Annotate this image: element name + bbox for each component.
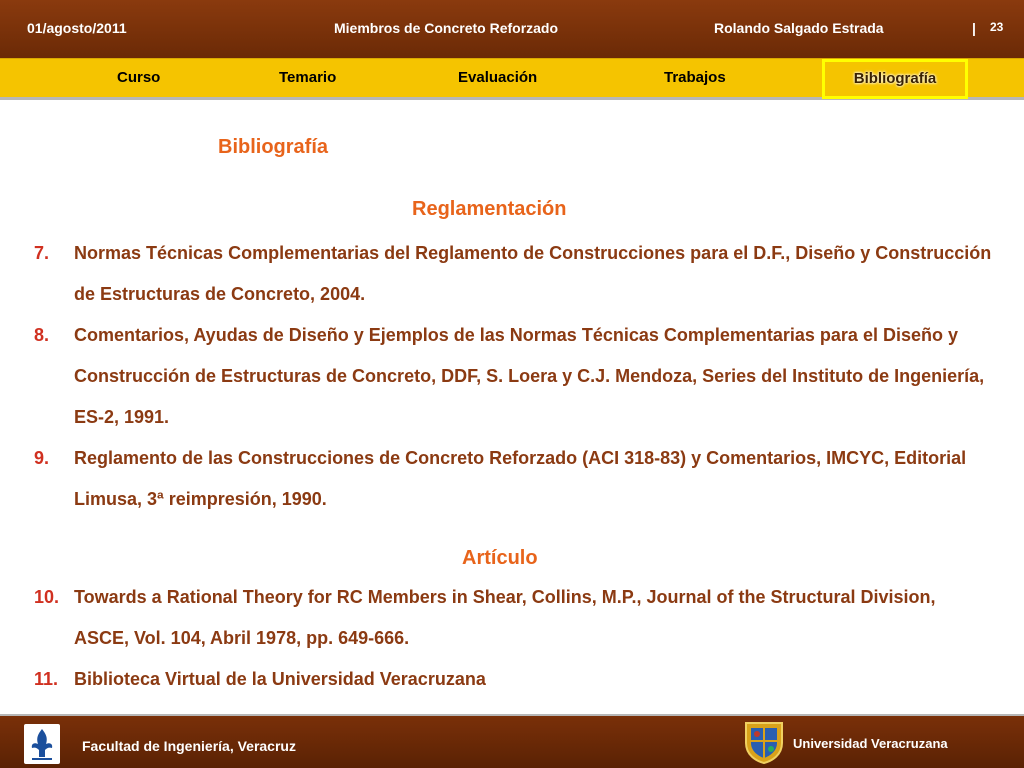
section-heading-articulo: Artículo [462,547,538,569]
footer-faculty: Facultad de Ingeniería, Veracruz [82,738,296,754]
header-course-title: Miembros de Concreto Reforzado [334,20,559,36]
reference-text: Reglamento de las Construcciones de Concreto Reforzado (ACI 318-83) y Comentarios, IMCYC, Editorial Limusa, 3ª reimpresión, 1990. [74,448,967,509]
header-bar [0,0,1024,58]
header-author: Rolando Salgado Estrada [714,20,884,36]
universidad-veracruzana-logo-icon [24,724,60,764]
reference-item [34,659,994,700]
reference-item [34,315,994,438]
reference-text: Comentarios, Ayudas de Diseño y Ejemplos de las Normas Técnicas Complementarias para el Diseño y Construcción de Estructuras de Concreto, DDF, S. Loera y C.J. Mendoza, Series del Instituto de Ingeniería, ES-2, 1991. [74,325,985,427]
reference-number: 11. [34,669,59,689]
nav-item-temario[interactable]: Temario [279,69,337,86]
reference-item [34,233,994,315]
footer-bar [0,714,1024,768]
reference-number: 9. [34,448,50,468]
reference-number: 10. [34,587,60,607]
footer-university: Universidad Veracruzana [793,736,948,751]
section-heading-reglamentacion: Reglamentación [412,198,567,220]
reference-item [34,577,994,659]
reference-number: 7. [34,243,50,263]
reference-number: 8. [34,325,50,345]
reference-item [34,438,994,520]
reference-text: Biblioteca Virtual de la Universidad Veracruzana [74,669,486,689]
header-date: 01/agosto/2011 [27,20,127,36]
reference-text: Towards a Rational Theory for RC Members in Shear, Collins, M.P., Journal of the Structural Division, ASCE, Vol. 104, Abril 1978, pp. 649-666. [74,587,936,648]
nav-item-evaluacion[interactable]: Evaluación [458,69,538,86]
uv-seal-icon [742,719,786,765]
reference-text: Normas Técnicas Complementarias del Reglamento de Construcciones para el D.F., Diseño y Construcción de Estructuras de Concreto, 2004. [74,243,992,304]
nav-bar [0,58,1024,100]
nav-item-curso[interactable]: Curso [117,69,161,86]
header-separator: | [972,20,976,36]
page-title: Bibliografía [218,136,329,158]
nav-item-bibliografia[interactable]: Bibliografía [822,59,968,99]
nav-item-trabajos[interactable]: Trabajos [664,69,726,86]
slide-number: 23 [990,20,1004,34]
